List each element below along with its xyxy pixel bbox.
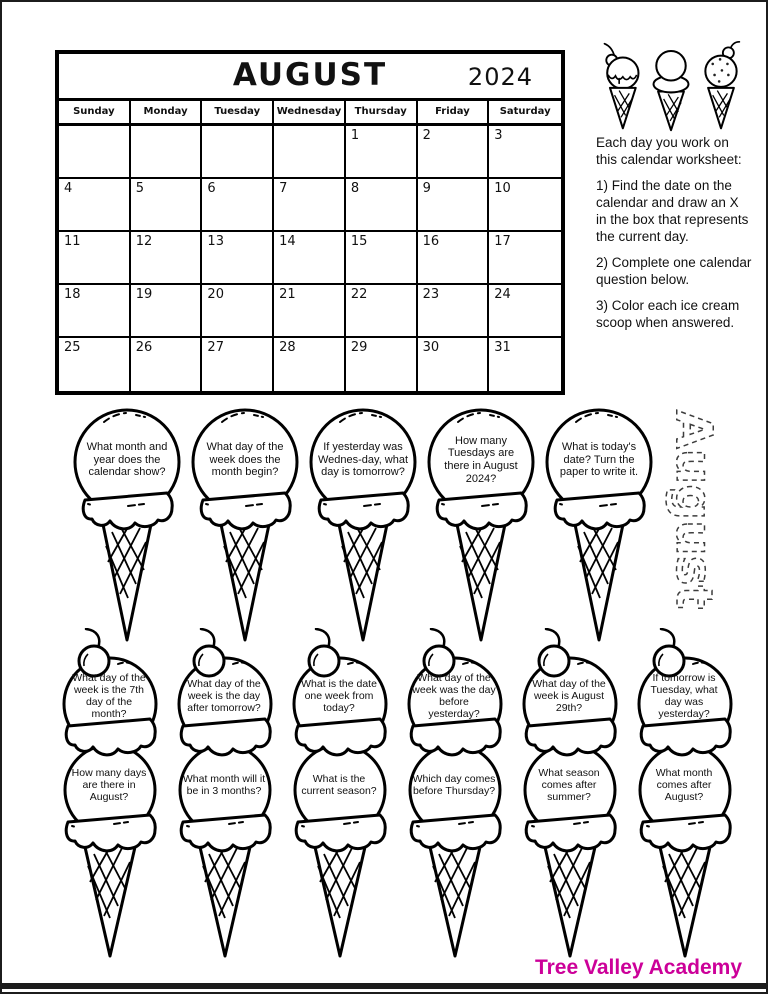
question-cone-3 — [304, 406, 422, 644]
calendar-day-cell: 8 — [346, 179, 418, 232]
calendar-day-header-row — [59, 101, 561, 126]
calendar-day-cell: 11 — [59, 232, 131, 285]
day-header-tuesday: Tuesday — [202, 101, 274, 123]
calendar-day-cell: 2 — [418, 126, 490, 179]
question-cone-8 — [282, 628, 396, 960]
scoop-question: What day of the week does the month begin? — [206, 440, 284, 479]
calendar-day-cell — [59, 126, 131, 179]
instruction-step-3: 3) Color each ice cream scoop when answered. — [596, 298, 740, 330]
calendar-day-cell: 22 — [346, 285, 418, 338]
calendar-day-cell: 7 — [274, 179, 346, 232]
scoop-question-bottom: Which day comes before Thursday? — [412, 772, 496, 797]
scoop-question: What is today's date? Turn the paper to write it. — [559, 440, 639, 479]
plain-scoop-cone-icon — [648, 40, 694, 132]
footer-bar — [2, 983, 766, 989]
scoop-question-bottom: What month will it be in 3 months? — [182, 772, 266, 797]
calendar-day-cell: 19 — [131, 285, 203, 338]
scoop-question-top: What day of the week is the day after tomorrow? — [187, 677, 261, 715]
scoop-question-bottom: What month comes after August? — [655, 766, 713, 804]
question-cone-4 — [422, 406, 540, 644]
calendar-day-cell: 4 — [59, 179, 131, 232]
day-header-monday: Monday — [131, 101, 203, 123]
calendar-day-cell: 15 — [346, 232, 418, 285]
calendar-day-cell — [274, 126, 346, 179]
question-cone-9 — [397, 628, 511, 960]
instructions-intro: Each day you work on this calendar worksheet: — [596, 135, 742, 167]
instructions — [596, 134, 752, 340]
calendar-day-cell: 1 — [346, 126, 418, 179]
calendar-month-title: AUGUST — [232, 57, 388, 93]
brand-text: Tree Valley Academy — [534, 956, 742, 979]
question-cone-6 — [52, 628, 166, 960]
calendar-day-cell: 3 — [489, 126, 561, 179]
calendar-day-cell: 13 — [202, 232, 274, 285]
calendar-day-cell: 17 — [489, 232, 561, 285]
day-header-wednesday: Wednesday — [274, 101, 346, 123]
calendar-day-cell: 28 — [274, 338, 346, 391]
scoop-question-top: If tomorrow is Tuesday, what day was yesterday? — [650, 671, 718, 721]
calendar-day-cell — [202, 126, 274, 179]
calendar — [55, 50, 565, 395]
day-header-thursday: Thursday — [346, 101, 418, 123]
decorative-cones — [598, 40, 744, 132]
calendar-day-cell: 12 — [131, 232, 203, 285]
calendar-day-cell: 20 — [202, 285, 274, 338]
scoop-question-top: What day of the week is the 7th day of the month? — [72, 671, 146, 721]
scoop-question: How many Tuesdays are there in August 2024? — [444, 434, 518, 485]
calendar-day-cell: 6 — [202, 179, 274, 232]
calendar-day-cell — [131, 126, 203, 179]
calendar-day-cell: 16 — [418, 232, 490, 285]
calendar-day-cell: 18 — [59, 285, 131, 338]
tracing-word-august — [661, 404, 725, 628]
calendar-day-cell: 5 — [131, 179, 203, 232]
calendar-day-cell: 30 — [418, 338, 490, 391]
calendar-day-cell: 24 — [489, 285, 561, 338]
sprinkle-cone-icon — [698, 40, 744, 132]
calendar-grid — [59, 126, 561, 391]
tracing-word-text: August — [665, 410, 723, 610]
calendar-day-cell: 26 — [131, 338, 203, 391]
question-cone-11 — [627, 628, 741, 960]
scoop-question-bottom: How many days are there in August? — [71, 766, 147, 804]
scoop-question-top: What is the date one week from today? — [301, 677, 377, 715]
scoop-question-top: What day of the week is August 29th? — [532, 677, 606, 715]
calendar-day-cell: 25 — [59, 338, 131, 391]
scoop-question-bottom: What season comes after summer? — [538, 766, 600, 804]
question-cone-1 — [68, 406, 186, 644]
cherry-drip-cone-icon — [598, 40, 644, 132]
instruction-step-2: 2) Complete one calendar question below. — [596, 255, 752, 287]
day-header-saturday: Saturday — [499, 106, 551, 117]
scoop-question-bottom: What is the current season? — [301, 772, 377, 797]
calendar-day-cell: 21 — [274, 285, 346, 338]
calendar-year: 2024 — [467, 63, 533, 91]
instruction-step-1: 1) Find the date on the calendar and draw an X in the box that represents the current day. — [596, 178, 749, 244]
calendar-day-cell: 29 — [346, 338, 418, 391]
scoop-question: If yesterday was Wednes-day, what day is tomorrow? — [317, 440, 409, 479]
calendar-day-cell: 31 — [494, 340, 511, 355]
calendar-day-cell: 9 — [418, 179, 490, 232]
question-cone-5 — [540, 406, 658, 644]
scoop-question-top: What day of the week was the day before yesterday? — [412, 671, 496, 721]
calendar-day-cell: 10 — [489, 179, 561, 232]
question-cone-10 — [512, 628, 626, 960]
day-header-friday: Friday — [418, 101, 490, 123]
calendar-day-cell: 14 — [274, 232, 346, 285]
calendar-header — [59, 54, 561, 101]
question-cone-2 — [186, 406, 304, 644]
day-header-sunday: Sunday — [59, 101, 131, 123]
question-cone-7 — [167, 628, 281, 960]
scoop-question: What month and year does the calendar show? — [86, 440, 168, 479]
calendar-day-cell: 23 — [418, 285, 490, 338]
calendar-day-cell: 27 — [202, 338, 274, 391]
